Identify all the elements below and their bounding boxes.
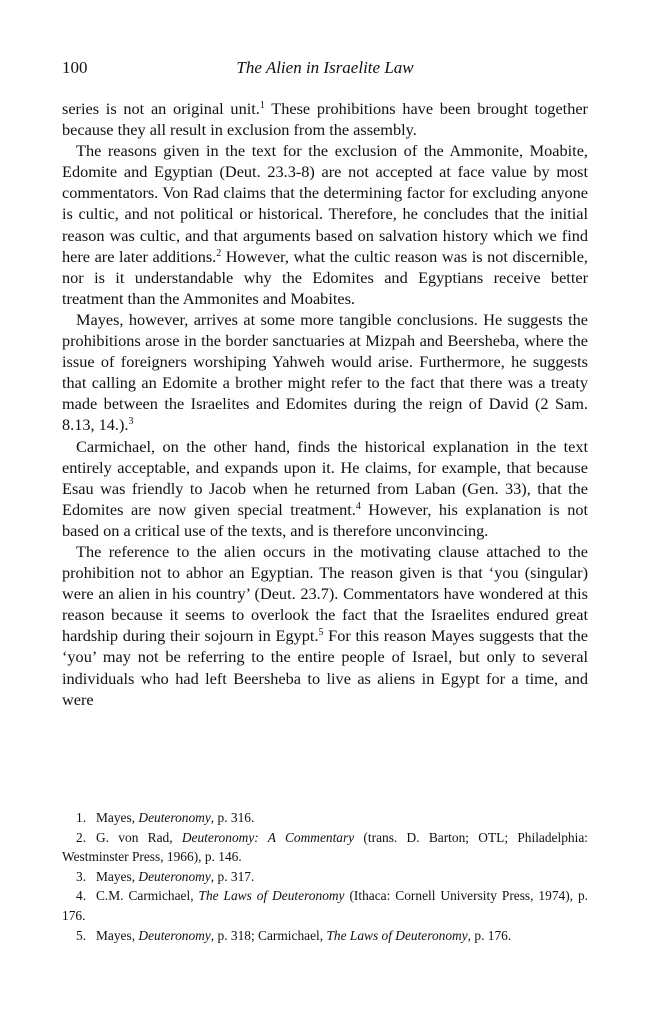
paragraph-2 <box>62 140 588 309</box>
footnote-1 <box>62 808 588 828</box>
footnote-text: Mayes, <box>96 868 139 884</box>
paragraph-3 <box>62 309 588 436</box>
footnote-ref: 1 <box>259 100 265 111</box>
footnote-text: Mayes, <box>96 810 139 825</box>
book-page <box>62 58 588 710</box>
footnote-5 <box>62 926 588 946</box>
footnote-text: , p. 318; Carmichael, <box>210 927 327 943</box>
footnote-title: Deuteronomy <box>138 927 211 943</box>
page-number: 100 <box>62 58 88 77</box>
paragraph-text: For this reason Mayes suggests that the ‘you’ may not be referring to the entire people of Israel, but only to several individuals who had left Beersheba to live as aliens in Egypt for a time, and were <box>62 626 589 709</box>
footnote-ref: 4 <box>355 500 361 512</box>
paragraph-text: Mayes, however, arrives at some more tangible conclusions. He suggests the prohibitions arose in the border sanctuaries at Mizpah and Beersheba, where the issue of foreigners worshiping Yahweh would arise. Furthermore, he suggests that calling an Edomite a brother might refer to the fact that there was a treaty made between the Israelites and Edomites during the reign of David (2 Sam. 8.13, 14.). <box>62 309 588 435</box>
footnote-number: 1. <box>76 810 87 825</box>
footnote-number: 3. <box>76 868 87 884</box>
footnote-text: (trans. D. Barton; OTL; Philadelphia: Westminster Press, 1966), p. 146. <box>62 829 588 865</box>
footnote-text: , p. 176. <box>467 927 512 943</box>
footnote-text: , p. 316. <box>210 810 255 825</box>
footnote-4 <box>62 886 588 925</box>
paragraph-5 <box>62 541 588 710</box>
footnote-title: The Laws of Deuteronomy <box>326 927 468 943</box>
paragraph-text: The reference to the alien occurs in the motivating clause attached to the prohibition not to abhor an Egyptian. The reason given is that ‘you (singular) were an alien in his country’ (Deut. 23.7). Commentators have wondered at this reason because it seems to overlook the fact that the Israelites endured great hardship during their sojourn in Egypt. <box>62 541 588 646</box>
footnote-ref: 5 <box>318 627 324 639</box>
paragraph-text: However, what the cultic reason was is not discernible, nor is it understandable why the Edomites and Egyptians receive better treatment than the Ammonites and Moabites. <box>62 246 588 308</box>
paragraph-text: Carmichael, on the other hand, finds the historical explanation in the text entirely acceptable, and expands upon it. He claims, for example, that because Esau was friendly to Jacob when he returned from Laban (Gen. 33), that the Edomites are now given special treatment. <box>62 436 588 519</box>
footnote-title: Deuteronomy: A Commentary <box>181 829 355 845</box>
paragraph-1 <box>62 98 588 140</box>
footnote-title: Deuteronomy <box>138 868 211 884</box>
footnote-text: (Ithaca: Cornell University Press, 1974), p. 176. <box>62 888 589 923</box>
paragraph-text: The reasons given in the text for the exclusion of the Ammonite, Moabite, Edomite and Egyptian (Deut. 23.3-8) are not accepted at face value by most commentators. Von Rad claims that the determining factor for excluding anyone is cultic, and not political or historical. Therefore, he concludes that the initial reason was cultic, and that arguments based on salvation history which we find here are later additions. <box>62 141 588 266</box>
paragraph-text: However, his explanation is not based on a critical use of the texts, and is therefore unconvincing. <box>62 499 588 540</box>
running-header <box>62 58 588 84</box>
footnote-title: Deuteronomy <box>138 810 211 825</box>
footnote-text: C.M. Carmichael, <box>96 888 199 904</box>
paragraph-text: These prohibitions have been brought together because they all result in exclusion from the assembly. <box>62 99 588 140</box>
footnote-2 <box>62 828 588 867</box>
footnote-title: The Laws of Deuteronomy <box>198 888 345 904</box>
footnotes <box>62 808 588 945</box>
paragraph-text: series is not an original unit. <box>62 99 260 118</box>
body-text <box>62 98 588 710</box>
footnote-number: 5. <box>76 927 87 943</box>
footnote-text: Mayes, <box>96 927 139 943</box>
footnote-ref: 2 <box>216 247 222 259</box>
footnote-text: , p. 317. <box>210 868 255 884</box>
footnote-ref: 3 <box>128 416 134 428</box>
footnote-number: 4. <box>76 888 87 904</box>
footnote-text: G. von Rad, <box>96 829 182 845</box>
footnote-3 <box>62 867 588 887</box>
paragraph-4 <box>62 436 588 541</box>
running-title: The Alien in Israelite Law <box>236 58 414 77</box>
footnote-number: 2. <box>76 829 87 845</box>
